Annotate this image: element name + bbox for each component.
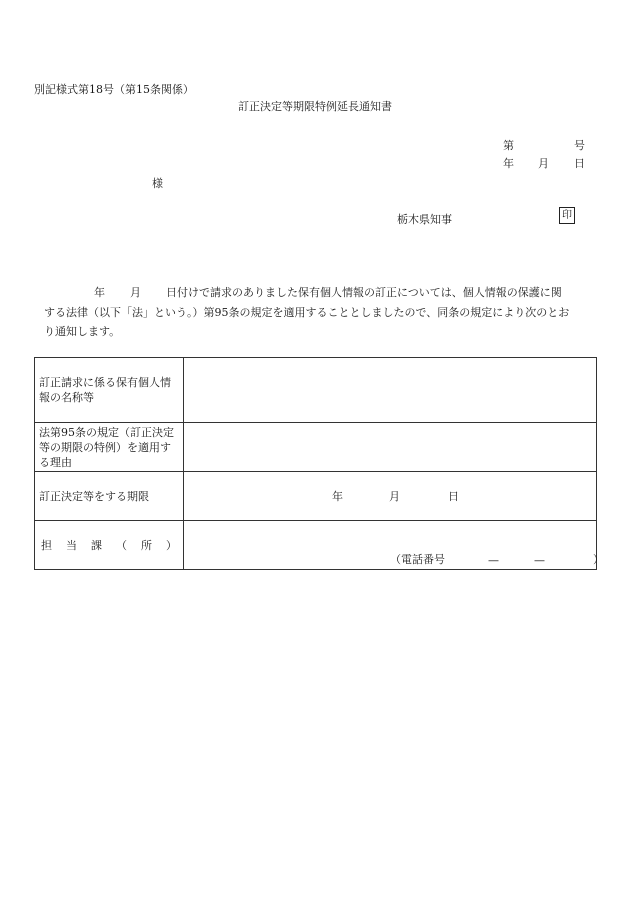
body-request-month: 月 (130, 286, 141, 299)
form-number: 別記様式第18号（第15条関係） (34, 83, 194, 96)
deadline-month: 月 (389, 490, 400, 503)
document-title: 訂正決定等期限特例延長通知書 (238, 100, 392, 113)
personal-info-name-label: 訂正請求に係る保有個人情報の名称等 (35, 358, 184, 423)
decision-deadline-label: 訂正決定等をする期限 (35, 472, 184, 521)
deadline-year: 年 (332, 490, 343, 503)
addressee-honorific: 様 (152, 177, 163, 190)
issue-date-month: 月 (538, 157, 549, 170)
decision-deadline-value (184, 472, 597, 521)
body-line-3: り通知します。 (44, 325, 121, 338)
phone-number-label: （電話番号 (390, 553, 445, 566)
body-request-year: 年 (94, 286, 105, 299)
extension-reason-label: 法第95条の規定（訂正決定等の期限の特例）を適用する理由 (35, 423, 184, 472)
issue-date-year: 年 (503, 157, 514, 170)
responsible-office-value (184, 521, 604, 570)
phone-dash-2: — (534, 554, 545, 567)
responsible-office-label: 担 当 課 （ 所 ） (35, 521, 184, 570)
document-number-label: 第 (503, 139, 514, 152)
seal-mark: 印 (559, 207, 575, 224)
body-line-2: する法律（以下「法」という。）第95条の規定を適用することとしましたので、同条の規定により次のとお (44, 306, 570, 319)
personal-info-name-value (184, 358, 597, 423)
phone-close-paren: ） (593, 553, 604, 566)
sender-name: 栃木県知事 (397, 213, 452, 226)
table-row (35, 358, 597, 423)
body-line-1 (44, 284, 599, 300)
phone-dash-1: — (488, 554, 499, 567)
table-row (35, 521, 597, 570)
issue-date-day: 日 (574, 157, 585, 170)
extension-reason-value (184, 423, 597, 472)
deadline-day: 日 (448, 490, 459, 503)
table-row (35, 472, 597, 521)
notice-details-table (34, 357, 604, 570)
table-row (35, 423, 597, 472)
body-line-1-text: 日付けで請求のありました保有個人情報の訂正については、個人情報の保護に関 (166, 286, 562, 299)
document-number-suffix: 号 (574, 139, 585, 152)
